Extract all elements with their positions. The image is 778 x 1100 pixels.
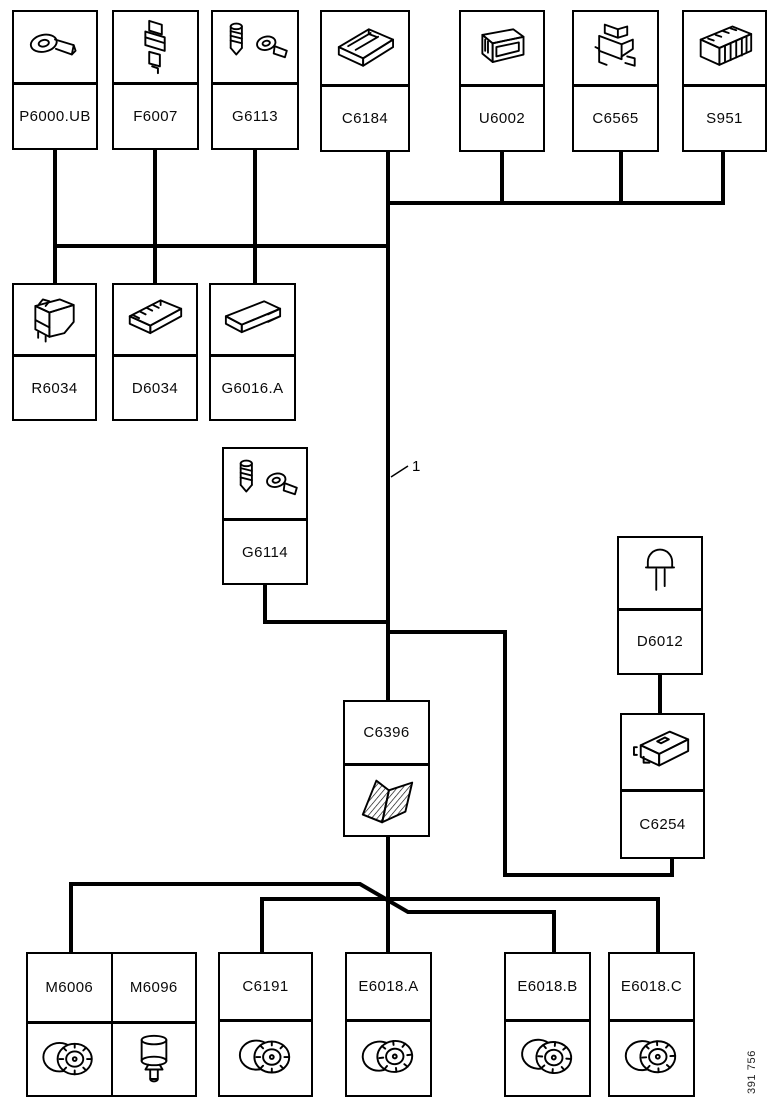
component-label: C6254 [622,789,703,857]
component-label: U6002 [461,84,543,150]
wire-m6006-e6018b-bus [71,884,554,954]
figure-number: 391 756 [746,1050,758,1094]
icon-cell [224,449,306,518]
component-label: R6034 [14,354,95,419]
connector-icon [624,722,702,782]
component-c6565[interactable] [572,10,659,152]
component-label: S951 [684,84,765,150]
callout-leader-line [391,466,408,477]
component-c6254[interactable] [620,713,705,859]
grommet-wedge-icon [348,771,426,831]
lamp-socket-icon [509,1028,587,1088]
icon-cell [619,538,701,608]
component-label: G6113 [213,82,297,148]
component-g6114[interactable] [222,447,308,585]
icon-cell [14,12,96,82]
pump-icon [116,1030,192,1090]
icon-cell [684,12,765,84]
component-m6096[interactable] [111,954,196,1095]
component-label: E6018.C [610,954,693,1022]
component-e6018-b[interactable] [504,952,591,1097]
component-p6000-ub[interactable] [12,10,98,150]
component-label: C6396 [345,702,428,766]
flat-connector-icon [325,19,405,77]
icon-cell [345,766,428,835]
component-d6012[interactable] [617,536,703,675]
component-u6002[interactable] [459,10,545,152]
control-module-icon [463,19,541,77]
round-connector-icon [226,1028,306,1088]
component-label: E6018.A [347,954,430,1022]
component-label: D6012 [619,608,701,673]
relay-icon [17,291,93,349]
icon-cell [114,285,196,354]
component-label: E6018.B [506,954,589,1022]
component-label: F6007 [114,82,197,148]
motor-icon [31,1030,107,1090]
component-e6018-a[interactable] [345,952,432,1097]
wire-g6114-branch [265,585,388,622]
bolt-and-ring-terminal-icon [216,18,294,76]
component-label: C6191 [220,954,311,1022]
ring-terminal-icon [16,18,94,76]
icon-cell [322,12,408,84]
icon-cell [14,285,95,354]
component-c6396[interactable] [343,700,430,837]
component-g6016-a[interactable] [209,283,296,421]
icon-cell [610,1022,693,1095]
lamp-socket-icon [613,1028,691,1088]
cover-sleeve-icon [214,291,292,349]
component-s951[interactable] [682,10,767,152]
icon-cell [506,1022,589,1095]
component-c6191[interactable] [218,952,313,1097]
wire-c6191-e6018c-bus [262,899,658,954]
icon-cell [461,12,543,84]
multi-pin-connector-icon [686,19,764,77]
bracket-icon [577,19,655,77]
component-m6006[interactable] [28,954,111,1095]
icon-cell [574,12,657,84]
icon-cell [347,1022,430,1095]
icon-cell [114,12,197,82]
bolt-and-ring-terminal-icon [226,455,304,513]
component-label: M6006 [28,954,111,1024]
lamp-socket-icon [350,1028,428,1088]
component-r6034[interactable] [12,283,97,421]
fuse-icon [117,17,195,77]
component-label: C6184 [322,84,408,150]
module-icon [116,291,194,349]
component-e6018-c[interactable] [608,952,695,1097]
callout-label: 1 [412,458,421,475]
component-d6034[interactable] [112,283,198,421]
component-label: C6565 [574,84,657,150]
component-label: P6000.UB [14,82,96,148]
icon-cell [28,1024,111,1095]
component-label: G6114 [224,518,306,583]
icon-cell [213,12,297,82]
component-label: M6096 [113,954,196,1024]
icon-cell [622,715,703,789]
icon-cell [113,1024,196,1095]
icon-cell [220,1022,311,1095]
component-label: D6034 [114,354,196,419]
component-g6113[interactable] [211,10,299,150]
icon-cell [211,285,294,354]
component-m6006-m6096[interactable] [26,952,197,1097]
component-c6184[interactable] [320,10,410,152]
component-f6007[interactable] [112,10,199,150]
component-label: G6016.A [211,354,294,419]
bulb-icon [621,544,699,602]
